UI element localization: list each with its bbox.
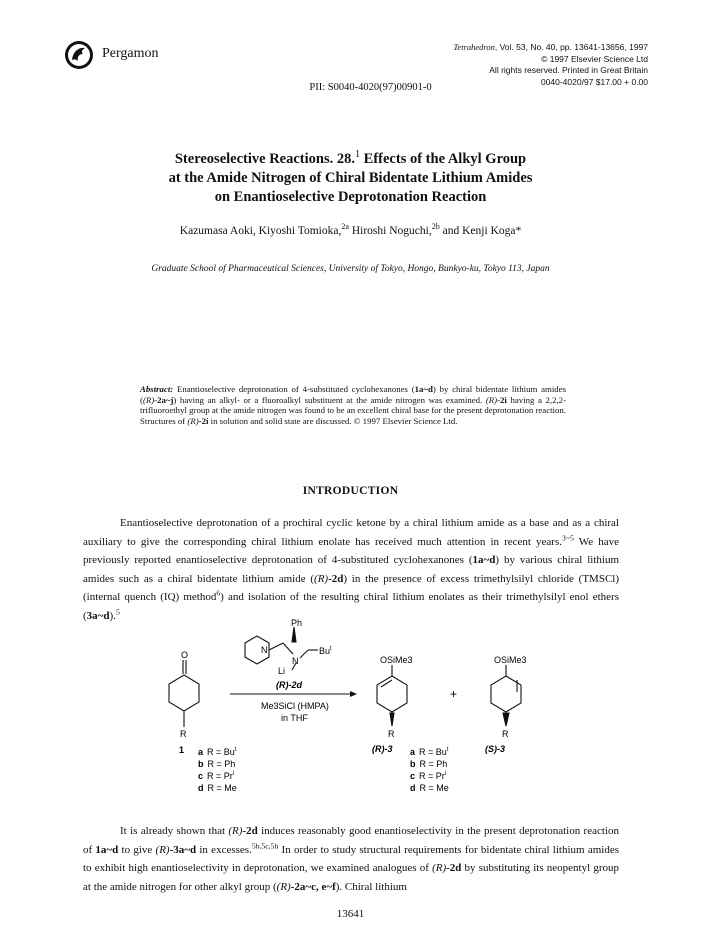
body-text: ). Chiral lithium <box>335 880 407 893</box>
stereo-descriptor: (R) <box>187 415 199 426</box>
intro-paragraph-1 <box>83 514 619 626</box>
compound-s3-label: (S)-3 <box>485 744 505 754</box>
stereo-descriptor: (R) <box>142 394 155 405</box>
sub-value: R = Ph <box>419 759 448 769</box>
compound-ref: 3a~d <box>86 609 110 622</box>
pii-line: PII: S0040-4020(97)00901-0 <box>309 82 432 93</box>
rights-line: All rights reserved. Printed in Great Britain <box>489 65 648 75</box>
abstract-text: ) having an alkyl- or a fluoroalkyl substituent at the amide nitrogen was examined. <box>173 394 486 405</box>
author-list <box>80 222 621 237</box>
author-footnote: 2b <box>431 222 440 232</box>
product-r3-structure <box>377 665 407 726</box>
stereo-descriptor: (R) <box>485 394 498 405</box>
abstract-text: in solution and solid state are discussed. © 1997 Elsevier Science Ltd. <box>208 415 458 426</box>
sub-key: a <box>198 747 204 757</box>
reagent-label: (R)-2d <box>276 680 302 690</box>
piperidine-n-label: N <box>261 645 268 655</box>
stereo-descriptor: (R) <box>155 843 170 856</box>
r-label-s3: R <box>502 729 509 739</box>
amide-n-label: N <box>292 656 299 666</box>
body-text: ) by various chiral lithium amides such as a chiral bidentate lithium amide ( <box>83 554 619 585</box>
journal-name: Tetrahedron <box>453 42 495 52</box>
r-label-r3: R <box>388 729 395 739</box>
osime3-label-s: OSiMe3 <box>494 655 527 665</box>
lithium-label: Li <box>278 666 286 676</box>
author-text: and Kenji Koga* <box>439 225 522 237</box>
stereo-descriptor: (R) <box>228 825 243 837</box>
compound-ref: 1a~d <box>414 384 433 394</box>
body-text: Enantioselective deprotonation of a prochiral cyclic ketone by a chiral lithium amide as a base and as a chiral auxiliary to give the corresponding chiral lithium enolate has received much attention in recent years. <box>83 517 619 548</box>
abstract <box>140 384 566 426</box>
author-footnote: 2a <box>341 222 349 232</box>
body-text: ) and isolation of the resulting chiral lithium enolates as their trimethylsilyl enol ethers ( <box>83 591 619 622</box>
citation: 5b,5c,5h <box>251 840 279 850</box>
body-text: induces reasonably good enantioselectivity in the present deprotonation reaction of <box>83 825 619 856</box>
sub-value: R = Pr <box>419 771 445 781</box>
paper-title <box>80 150 621 207</box>
compound-1-label: 1 <box>179 745 185 755</box>
substituent-list-1 <box>198 747 237 793</box>
body-text: in excesses. <box>196 843 252 856</box>
body-text: ) in the presence of excess trimethylsilyl chloride (TMSCl) (internal quench (IQ) method <box>83 572 619 604</box>
compound-ref: -3a~d <box>169 843 197 856</box>
abstract-label: Abstract: <box>140 384 174 394</box>
title-line-3: on Enantioselective Deprotonation Reaction <box>214 189 487 205</box>
sub-key: b <box>410 759 416 769</box>
r-label-1: R <box>180 729 187 739</box>
svg-text:cR = Pri <box>410 771 446 781</box>
abstract-text: ) by chiral bidentate lithium amides ( <box>140 384 566 405</box>
body-text: It is already shown that <box>120 825 229 837</box>
compound-ref: 1a~d <box>95 843 119 856</box>
compound-ref: -2a~c, e~f <box>290 880 336 893</box>
abstract-text: having a 2,2,2-trifluoroethyl group at the amide nitrogen was found to be an excellent chiral base for the present deprotonation reaction. Structures of <box>140 394 567 426</box>
reaction-scheme <box>150 618 570 808</box>
sub-key: a <box>410 747 416 757</box>
plus-sign: + <box>450 687 458 701</box>
svg-text:cR = Pri <box>198 771 234 781</box>
stereo-descriptor: (R) <box>314 572 329 585</box>
page-number: 13641 <box>336 908 365 920</box>
copyright-line: © 1997 Elsevier Science Ltd <box>541 53 648 64</box>
sub-key: c <box>198 771 204 781</box>
svg-text:aR = But <box>410 747 449 757</box>
sub-value: R = Me <box>419 783 449 793</box>
sub-sup: i <box>444 771 447 777</box>
citation: 3~5 <box>562 532 574 542</box>
abstract-text: Enantioselective deprotonation of 4-substituted cyclohexanones ( <box>173 384 415 394</box>
publisher-name: Pergamon <box>102 46 159 61</box>
osime3-label-r: OSiMe3 <box>380 655 413 665</box>
conditions-line-2: in THF <box>281 713 308 723</box>
compound-r3-label: (R)-3 <box>372 744 393 754</box>
product-s3-structure <box>491 665 521 726</box>
carbonyl-o-label: O <box>181 650 189 660</box>
title-line-1: Stereoselective Reactions. 28. <box>174 151 355 167</box>
citation: 5 <box>115 607 120 617</box>
sub-value: R = Me <box>207 783 237 793</box>
compound-ref: -2d <box>242 825 258 837</box>
title-footnote: 1 <box>354 149 361 161</box>
sub-sup: i <box>232 771 235 777</box>
body-text: by substituting its neopentyl group at the amide nitrogen for other alkyl group ( <box>83 862 619 893</box>
sub-key: b <box>198 759 204 769</box>
sub-sup: t <box>234 747 237 753</box>
sub-value: R = Bu <box>207 747 235 757</box>
compound-ref: 1a~d <box>472 554 496 567</box>
compound-ref: -2i <box>497 394 507 405</box>
compound-ref: -2d <box>446 862 462 875</box>
svg-text:bR = Ph <box>410 759 447 769</box>
svg-text:dR = Me <box>198 783 237 793</box>
compound-ref: -2i <box>198 415 209 426</box>
tbutyl-sup: t <box>330 646 332 652</box>
journal-volume: , Vol. 53, No. 40, pp. 13641-13656, 1997 <box>494 42 648 52</box>
intro-paragraph-2 <box>83 822 619 896</box>
compound-ref: -2d <box>328 572 344 585</box>
sub-sup: t <box>446 747 449 753</box>
sub-key: d <box>198 783 204 793</box>
author-text: Kazumasa Aoki, Kiyoshi Tomioka, <box>179 225 342 237</box>
svg-text:bR = Ph <box>198 759 235 769</box>
svg-text:dR = Me <box>410 783 449 793</box>
arrow-head-icon <box>350 691 357 697</box>
pergamon-logo-icon <box>64 40 94 70</box>
author-text: Hiroshi Noguchi, <box>348 225 432 237</box>
cyclohexanone-structure <box>169 660 199 727</box>
sub-key: d <box>410 783 416 793</box>
body-text: to give <box>118 843 156 856</box>
sub-key: c <box>410 771 416 781</box>
citation: 6 <box>216 588 221 598</box>
section-heading: INTRODUCTION <box>302 485 399 497</box>
stereo-descriptor: (R) <box>432 862 447 875</box>
tbutyl-label <box>319 646 332 656</box>
body-text: ). <box>109 609 116 622</box>
sub-value: R = Ph <box>207 759 236 769</box>
issn-line: 0040-4020/97 $17.00 + 0.00 <box>540 76 648 87</box>
conditions-line-1: Me3SiCl (HMPA) <box>261 701 329 711</box>
phenyl-label: Ph <box>291 618 303 628</box>
body-text: We have previously reported enantioselective deprotonation of 4-substituted cyclohexanones ( <box>83 535 620 567</box>
tbutyl-text: Bu <box>319 646 331 656</box>
title-line-2: at the Amide Nitrogen of Chiral Bidentate Lithium Amides <box>168 170 533 186</box>
body-text: In order to study structural requirements for bidentate chiral lithium amides to exhibit high enantioselectivity in deprotonation, we examined analogues of <box>83 843 619 875</box>
stereo-descriptor: (R) <box>276 880 291 893</box>
title-line-1-rest: Effects of the Alkyl Group <box>360 151 527 167</box>
sub-value: R = Bu <box>419 747 447 757</box>
svg-text:aR = But <box>198 747 237 757</box>
compound-ref: -2a~j <box>154 394 174 405</box>
sub-value: R = Pr <box>207 771 233 781</box>
affiliation: Graduate School of Pharmaceutical Sciences, University of Tokyo, Hongo, Bunkyo-ku, Tokyo 113, Japan <box>151 264 550 274</box>
substituent-list-3 <box>410 747 449 793</box>
lithium-amide-structure <box>245 627 318 670</box>
